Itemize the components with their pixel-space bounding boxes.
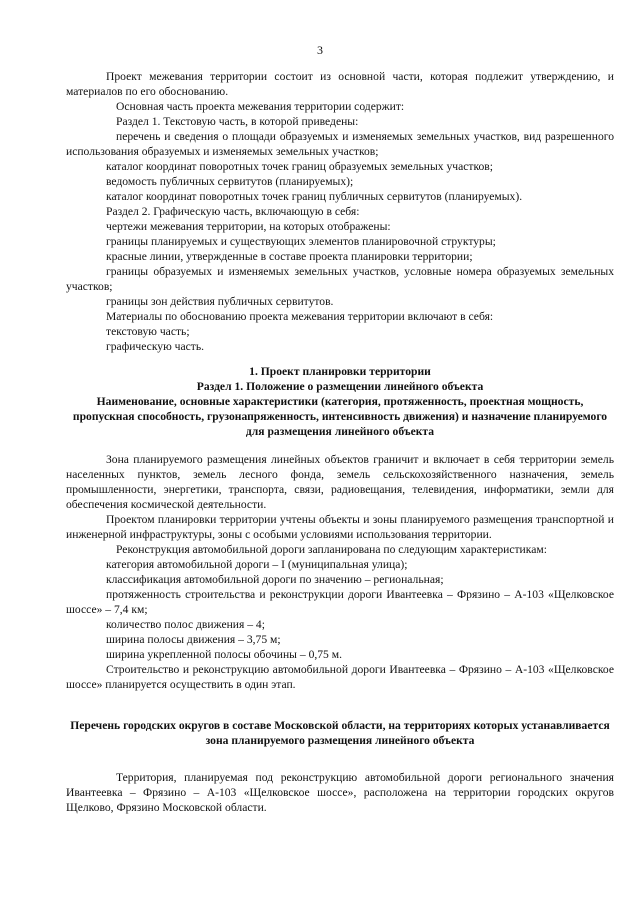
paragraph: Проект межевания территории состоит из основной части, которая подлежит утверждению, и материалов по его обоснованию. <box>66 70 614 98</box>
paragraph: перечень и сведения о площади образуемых и изменяемых земельных участков, вид разрешенного использования образуемых и изменяемых земельных участков; <box>66 130 614 158</box>
paragraph: каталог координат поворотных точек границ публичных сервитутов (планируемых). <box>106 190 523 203</box>
paragraph: Территория, планируемая под реконструкцию автомобильной дороги регионального значения Ивантеевка – Фрязино – А-103 «Щелковское шоссе», расположена на территории городских округов Щелково, Фрязино Московской области. <box>66 771 614 814</box>
section-heading-2 <box>66 718 614 748</box>
heading-line: Раздел 1. Положение о размещении линейного объекта <box>196 380 484 393</box>
paragraph: Строительство и реконструкцию автомобильной дороги Ивантеевка – Фрязино – А-103 «Щелковское шоссе» планируется осуществить в один этап. <box>66 663 614 691</box>
section-1-body <box>66 452 614 692</box>
paragraph: протяженность строительства и реконструкции дороги Ивантеевка – Фрязино – А-103 «Щелковское шоссе» – 7,4 км; <box>66 588 614 616</box>
paragraph: Раздел 1. Текстовую часть, в которой приведены: <box>116 115 359 128</box>
paragraph: каталог координат поворотных точек границ образуемых земельных участков; <box>106 160 493 173</box>
heading-line: 1. Проект планировки территории <box>249 365 431 378</box>
paragraph: количество полос движения – 4; <box>106 618 265 631</box>
paragraph: классификация автомобильной дороги по значению – региональная; <box>106 573 444 586</box>
page-number: 3 <box>317 43 323 57</box>
paragraph: графическую часть. <box>106 340 205 353</box>
paragraph: чертежи межевания территории, на которых отображены: <box>106 220 391 233</box>
paragraph: Реконструкция автомобильной дороги запланирована по следующим характеристикам: <box>116 543 547 556</box>
heading-line: Перечень городских округов в составе Московской области, на территориях которых устанавливается зона планируемого размещения линейного объекта <box>70 719 610 747</box>
paragraph: текстовую часть; <box>106 325 190 338</box>
paragraph: Проектом планировки территории учтены объекты и зоны планируемого размещения транспортной и инженерной инфраструктуры, зоны с особыми условиями использования территории. <box>66 513 614 541</box>
paragraph: ведомость публичных сервитутов (планируемых); <box>106 175 354 188</box>
paragraph: ширина укрепленной полосы обочины – 0,75 м. <box>106 648 342 661</box>
heading-line: Наименование, основные характеристики (категория, протяженность, проектная мощность, пропускная способность, грузонапряженность, интенсивность движения) и назначение планируемого для размещения линейного объекта <box>72 395 608 438</box>
paragraph: Зона планируемого размещения линейных объектов граничит и включает в себя территории земель населенных пунктов, земель лесного фонда, земель сельскохозяйственного назначения, земель промышленности, энергетики, транспорта, связи, радиовещания, телевидения, информатики, земли для обеспечения космической деятельности. <box>66 453 614 511</box>
paragraph: Раздел 2. Графическую часть, включающую в себя: <box>106 205 360 218</box>
section-2-body <box>66 770 614 815</box>
paragraph: Материалы по обоснованию проекта межевания территории включают в себя: <box>106 310 494 323</box>
paragraph: границы образуемых и изменяемых земельных участков, условные номера образуемых земельных участков; <box>66 265 614 293</box>
paragraph: границы зон действия публичных сервитутов. <box>106 295 334 308</box>
paragraph: красные линии, утвержденные в составе проекта планировки территории; <box>106 250 473 263</box>
intro-block <box>66 69 614 354</box>
paragraph: границы планируемых и существующих элементов планировочной структуры; <box>106 235 496 248</box>
paragraph: категория автомобильной дороги – I (муниципальная улица); <box>106 558 408 571</box>
paragraph: ширина полосы движения – 3,75 м; <box>106 633 281 646</box>
section-heading-1 <box>66 364 614 439</box>
paragraph: Основная часть проекта межевания территории содержит: <box>116 100 405 113</box>
